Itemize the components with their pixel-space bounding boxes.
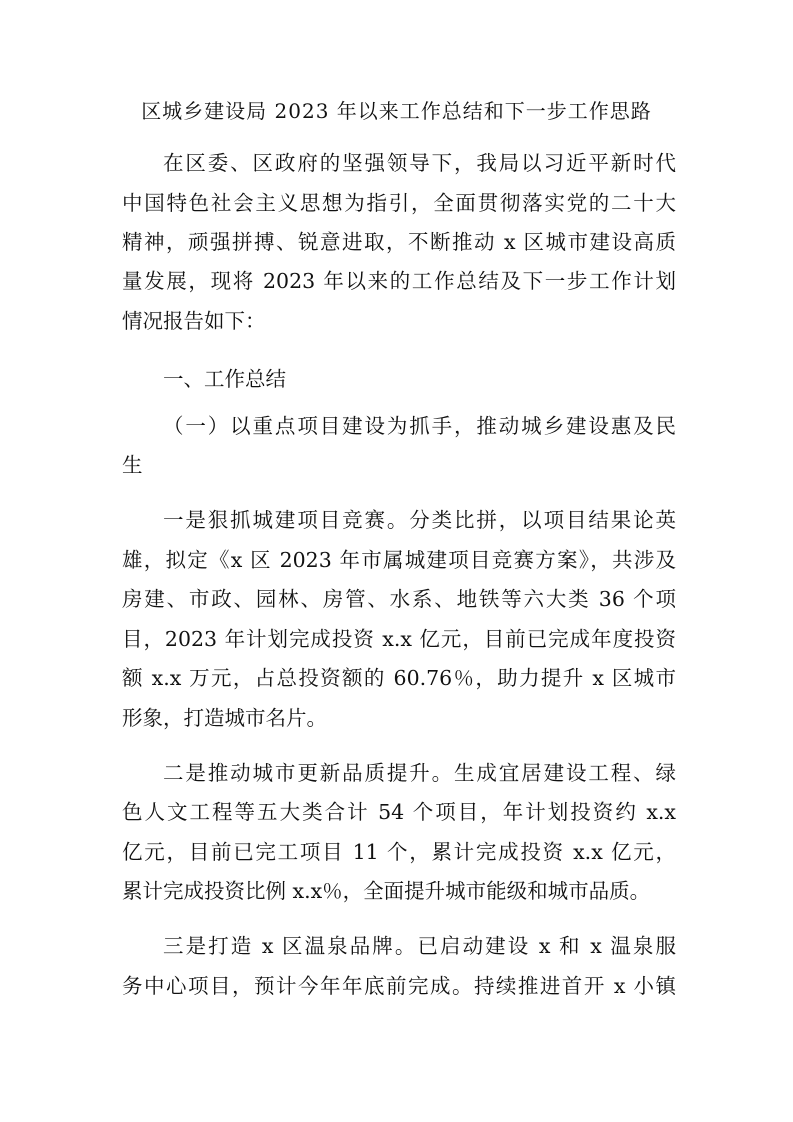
paragraph-line: 形象，打造城市名片。 (122, 706, 327, 730)
subsection-heading: （一）以重点项目建设为抓手，推动城乡建设惠及民 (163, 414, 676, 438)
paragraph-line: 三是打造 x 区温泉品牌。已启动建设 x 和 x 温泉服 (163, 934, 676, 958)
section-heading: 一、工作总结 (163, 367, 286, 391)
paragraph-line: 目，2023 年计划完成投资 x.x 亿元，目前已完成年度投资 (122, 627, 676, 651)
paragraph-line: 一是狠抓城建项目竞赛。分类比拼，以项目结果论英 (163, 508, 676, 532)
paragraph-line: 雄，拟定《x 区 2023 年市属城建项目竞赛方案》，共涉及 (122, 548, 676, 572)
paragraph-line: 色人文工程等五大类合计 54 个项目，年计划投资约 x.x (122, 800, 676, 824)
paragraph-line: 额 x.x 万元，占总投资额的 60.76％，助力提升 x 区城市 (122, 666, 676, 690)
paragraph-line: 务中心项目，预计今年年底前完成。持续推进首开 x 小镇 (122, 974, 676, 998)
document-title: 区城乡建设局 2023 年以来工作总结和下一步工作思路 (141, 99, 652, 123)
paragraph-line: 在区委、区政府的坚强领导下，我局以习近平新时代 (163, 151, 676, 175)
paragraph-line: 量发展，现将 2023 年以来的工作总结及下一步工作计划 (122, 269, 676, 293)
paragraph-line: 精神，顽强拼搏、锐意进取，不断推动 x 区城市建设高质 (122, 230, 676, 254)
paragraph-line: 中国特色社会主义思想为指引，全面贯彻落实党的二十大 (122, 191, 676, 215)
paragraph-line: 累计完成投资比例 x.x％，全面提升城市能级和城市品质。 (122, 879, 651, 903)
paragraph-line: 二是推动城市更新品质提升。生成宜居建设工程、绿 (163, 761, 676, 785)
subsection-heading: 生 (122, 453, 143, 477)
paragraph-line: 房建、市政、园林、房管、水系、地铁等六大类 36 个项 (122, 587, 676, 611)
paragraph-line: 亿元，目前已完工项目 11 个，累计完成投资 x.x 亿元， (122, 840, 676, 864)
paragraph-line: 情况报告如下： (122, 309, 266, 333)
